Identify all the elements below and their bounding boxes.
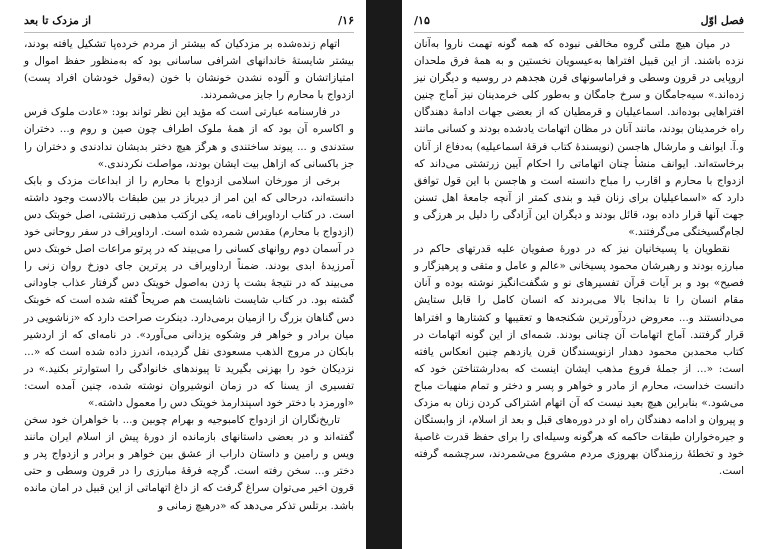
running-title: فصل اوّل (700, 13, 744, 27)
book-gutter (366, 0, 402, 549)
page-body (414, 36, 744, 480)
running-title: از مزدک تا بعد (24, 13, 92, 27)
page-header (24, 8, 354, 33)
paragraph: اتهام زنده‌شده بر مزدکیان که بیشتر از مردم خرده‌پا تشکیل یافته بودند، بیشتر شایستهٔ خاندانهای اشرافی ساسانی بود که به‌منظور حفظ اموال و امتیازاتشان و آلوده نشدن خونشان با خون (به‌قول خودشان افراد پست) ازدواج با محارم را جایز می‌شمردند. (24, 38, 354, 102)
page-number: ۱۵/ (414, 13, 430, 27)
page-number: ۱۶/ (338, 13, 354, 27)
page-header (414, 8, 744, 33)
left-page (0, 0, 366, 549)
paragraph: تاریخ‌نگاران از ازدواج کامبوجیه و بهرام چوبین و... با خواهران خود سخن گفته‌اند و در بعضی داستانهای بازمانده از دورهٔ پیش از اسلام ایران مانند ویس و رامین و داستان داراب از عشق بین خواهر و برادر و ازدواج پدر و دختر و... سخن رفته است. گرچه فرقهٔ مبارزی را در قرون وسطی و حتی قرون اخیر می‌توان سراغ گرفت که از داغ اتهاماتی از این قبیل در امان مانده باشد. برتلس تذکر می‌دهد که «درهیچ زمانی و (24, 414, 354, 512)
right-page (402, 0, 768, 549)
paragraph: در میان هیچ ملتی گروه مخالفی نبوده که همه گونه تهمت ناروا به‌آنان نزده باشند. از این قبیل افتراها به‌عیسویان نخستین و به همهٔ فرق ملحدان اروپایی در قرون وسطی و فراماسونهای قرن هجدهم در روسیه و دیگران نیز زده‌اند.» سیه‌جامگان و سرخ جامگان و به‌طور کلی خرمدینان نیز آماج چنین افتراهایی بوده‌اند. اسماعیلیان و قرمطیان که از بعضی جهات ادامهٔ دهندگان راه خرمدینان بودند، مانند آنان در مظان اتهامات یادشده بودند و کسانی مانند و.آ. ایوانف و مارشال هاجسن (نویسندهٔ کتاب فرقهٔ اسماعیلیه) به‌دفاع از آنان برخاسته‌اند. ایوانف منشأ چنان اتهاماتی را احکام آیین زرتشتی می‌داند که ازدواج با محارم و اقارب را مباح دانسته است و هاجسن با این قول توافق دارد که «اسماعیلیان برای زنان قید و بندی کمتر از آنچه جامعهٔ اهل تسنن جهت آنها قرار داده بود، قائل بودند و دیگران این آزادگی را دلیل بر هرزگی و لجام‌گسیختگی می‌گرفتند.» (414, 38, 744, 239)
page-body (24, 36, 354, 515)
paragraph: برخی از مورخان اسلامی ازدواج با محارم را از ابداعات مزدک و بابک دانسته‌اند، درحالی که این امر از دیرباز در بین طبقات بالادست وجود داشته است. در کتاب ارداویراف نامه، یکی ازکتب مذهبی زرتشتی، اصل خوبتک دس (ازدواج با محارم) مقدس شمرده شده است. ارداویراف در سفر روحانی خود در آسمان دوم روانهای کسانی را می‌بیند که در پرتو مراعات اصل خوبتک دس آمرزیدهٔ ابدی بودند. ضمناً ارداویراف در پرترین جای دوزخ روان زنی را می‌بیند که در نتیجهٔ بشت پا زدن به‌اصول خویتک دس گرفتار عذاب جاودانی گشته بود. در کتاب شایست ناشایست هم صریحاً گفته شده است که خوبتک دس گناهان بزرگ را ازمیان برمی‌دارد. دینکرت صراحت دارد که «زناشویی در میان برادر و خواهر فر وشکوه یزدانی می‌آورد». در نامه‌ای که از اردشیر بابکان در مروج الذهب مسعودی نقل گردیده، اندرز داده شده است که «... نزدیکان خود را بهزنی بگیرید تا پیوندهای خانوادگی را استوارتر بکنید.» در تفسیری از یسنا که در زمان انوشیروان نوشته شده، چنین آمده است: «اورمزد با دختر خود اسپندارمذ خویتک دس را معمول داشته.» (24, 174, 354, 409)
paragraph: در فارسنامه عبارتی است که مؤید این نظر تواند بود: «عادت ملوک فرس و اکاسره آن بود که از همهٔ ملوک اطراف چون صین و روم و... دختران ستدندی و ... پیوند ساختندی و هرگز هیچ دختر بدیشان ندادندی و دختران را جز باکسانی که ازاهل بیت ایشان بودند، مواصلت نکردندی.» (24, 106, 354, 170)
paragraph: نقطویان یا پسیخانیان نیز که در دورهٔ صفویان علیه قدرتهای حاکم در مبارزه بودند و رهبرشان محمود پسیخانی «عالم و عامل و متقی و پرهیزگار و فصیح» بود و بر آیات قرآن تفسیرهای نو و شگفت‌انگیز نوشته بوده و آنان مقام انسان را تا بدانجا بالا می‌بردند که انسان کامل را قابل ستایش می‌دانستند و... معروض دردآورترین شکنجه‌ها و تعقیبها و کشتارها و افتراها قرار گرفتند. آماج اتهامات آن چنانی بودند. شمه‌ای از این گونه اتهامات در کتاب محمدبن محمود دهدار ازنویسندگان قرن یازدهم چنین انعکاس یافته است: «... از جملهٔ فروع مذهب ایشان اینست که به‌دارشتناختن خود که دانست خداست، محارم از مادر و خواهر و پسر و دختر و تمام منهیات مباح می‌شود.» بنابراین هیچ بعید نیست که آن اتهام اشتراکی کردن زنان به مزدک و پیروان و ادامه دهندگان راه او در دوره‌های قبل و بعد از اسلام، از وابستگان و جیره‌خواران طبقات حاکمه که هرگونه وسیله‌ای را برای حفظ قدرت غاصبهٔ خود و تخطئهٔ رزمندگان بهروزی مردم مشروع می‌شمردند، سرچشمه گرفته است. (414, 243, 744, 478)
